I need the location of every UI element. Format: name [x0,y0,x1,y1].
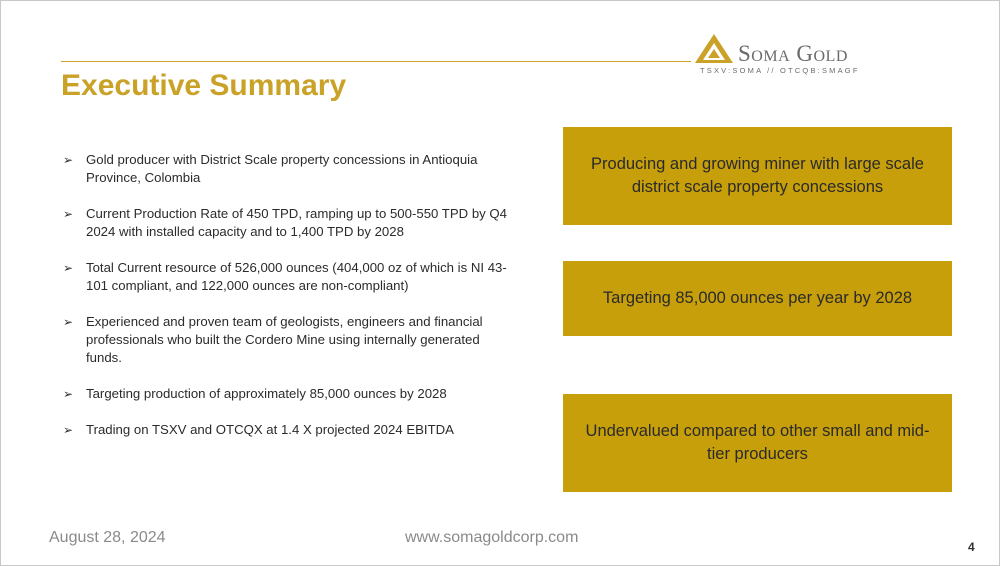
mountain-logo-icon [694,33,734,65]
highlight-text: Targeting 85,000 ounces per year by 2028 [602,289,913,307]
summary-bullet-list [63,151,513,457]
bullet-item [63,385,513,403]
bullet-text: Targeting production of approximately 85,000 ounces by 2028 [86,386,447,401]
bullet-text: Total Current resource of 526,000 ounces (404,000 oz of which is NI 43-101 compliant, and 122,000 ounces are non-compliant) [86,260,507,293]
highlight-text: Producing and growing miner with large scale district scale property concessions [591,155,924,196]
bullet-text: Experienced and proven team of geologists, engineers and financial professionals who built the Cordero Mine using internally generated funds. [86,314,483,365]
bullet-item [63,259,513,295]
highlight-box-target [563,261,952,336]
bullet-item [63,205,513,241]
bullet-text: Current Production Rate of 450 TPD, ramping up to 500-550 TPD by Q4 2024 with installed capacity and to 1,400 TPD by 2028 [86,206,508,239]
arrow-bullet-icon: ➢ [63,153,74,167]
arrow-bullet-icon: ➢ [63,423,74,437]
footer-date: August 28, 2024 [49,529,166,546]
page-number: 4 [968,540,975,554]
arrow-bullet-icon: ➢ [63,207,74,221]
bullet-item [63,421,513,439]
page-title: Executive Summary [61,69,347,102]
company-logo [694,33,874,77]
logo-wordmark: Soma Gold [738,41,848,66]
arrow-bullet-icon: ➢ [63,387,74,401]
highlight-box-valuation [563,394,952,492]
bullet-item [63,151,513,187]
bullet-item [63,313,513,367]
bullet-text: Gold producer with District Scale property concessions in Antioquia Province, Colombia [86,152,478,185]
arrow-bullet-icon: ➢ [63,315,74,329]
logo-ticker: TSXV:SOMA // OTCQB:SMAGF [700,66,860,75]
highlight-box-growth [563,127,952,225]
bullet-text: Trading on TSXV and OTCQX at 1.4 X projected 2024 EBITDA [86,422,454,437]
footer-website-link[interactable]: www.somagoldcorp.com [405,529,579,546]
highlight-text: Undervalued compared to other small and mid-tier producers [585,422,930,463]
header-rule [61,61,691,62]
arrow-bullet-icon: ➢ [63,261,74,275]
